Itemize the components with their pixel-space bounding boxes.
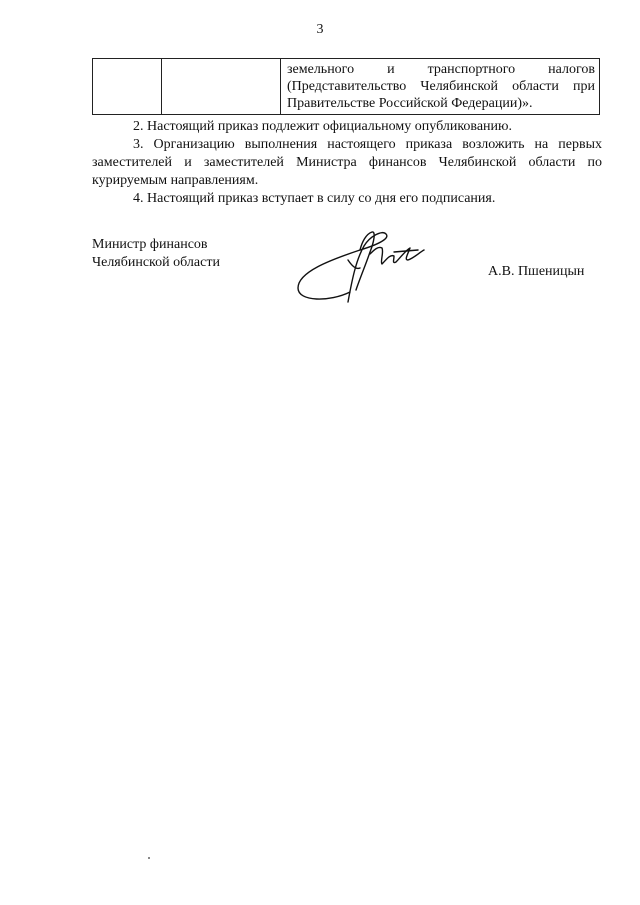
table-row (93, 59, 600, 115)
signatory-title-line: Министр финансов (92, 237, 208, 252)
signatory-title-line: Челябинской области (92, 255, 220, 270)
table-cell-line: земельного и транспортного налогов (287, 62, 595, 77)
signatory-name: А.В. Пшеницын (488, 264, 585, 279)
table-cell-text (281, 59, 600, 115)
continuation-table (92, 58, 600, 115)
page-number: 3 (316, 22, 324, 37)
paragraph-3: 3. Организацию выполнения настоящего приказа возложить на первых заместителей и заместителей Министра финансов Челябинской области по курируемым направлениям. (92, 137, 602, 188)
signatory-title (92, 236, 220, 272)
table-cell-empty (93, 59, 162, 115)
table-cell-line: (Представительство Челябинской области при (287, 79, 595, 94)
handwritten-signature (290, 220, 440, 310)
paragraph-2: 2. Настоящий приказ подлежит официальному опубликованию. (133, 119, 512, 134)
scan-speck (148, 857, 150, 859)
paragraph-4: 4. Настоящий приказ вступает в силу со дня его подписания. (133, 191, 496, 206)
table-cell-empty (162, 59, 281, 115)
table-cell-line: Правительстве Российской Федерации)». (287, 96, 533, 111)
